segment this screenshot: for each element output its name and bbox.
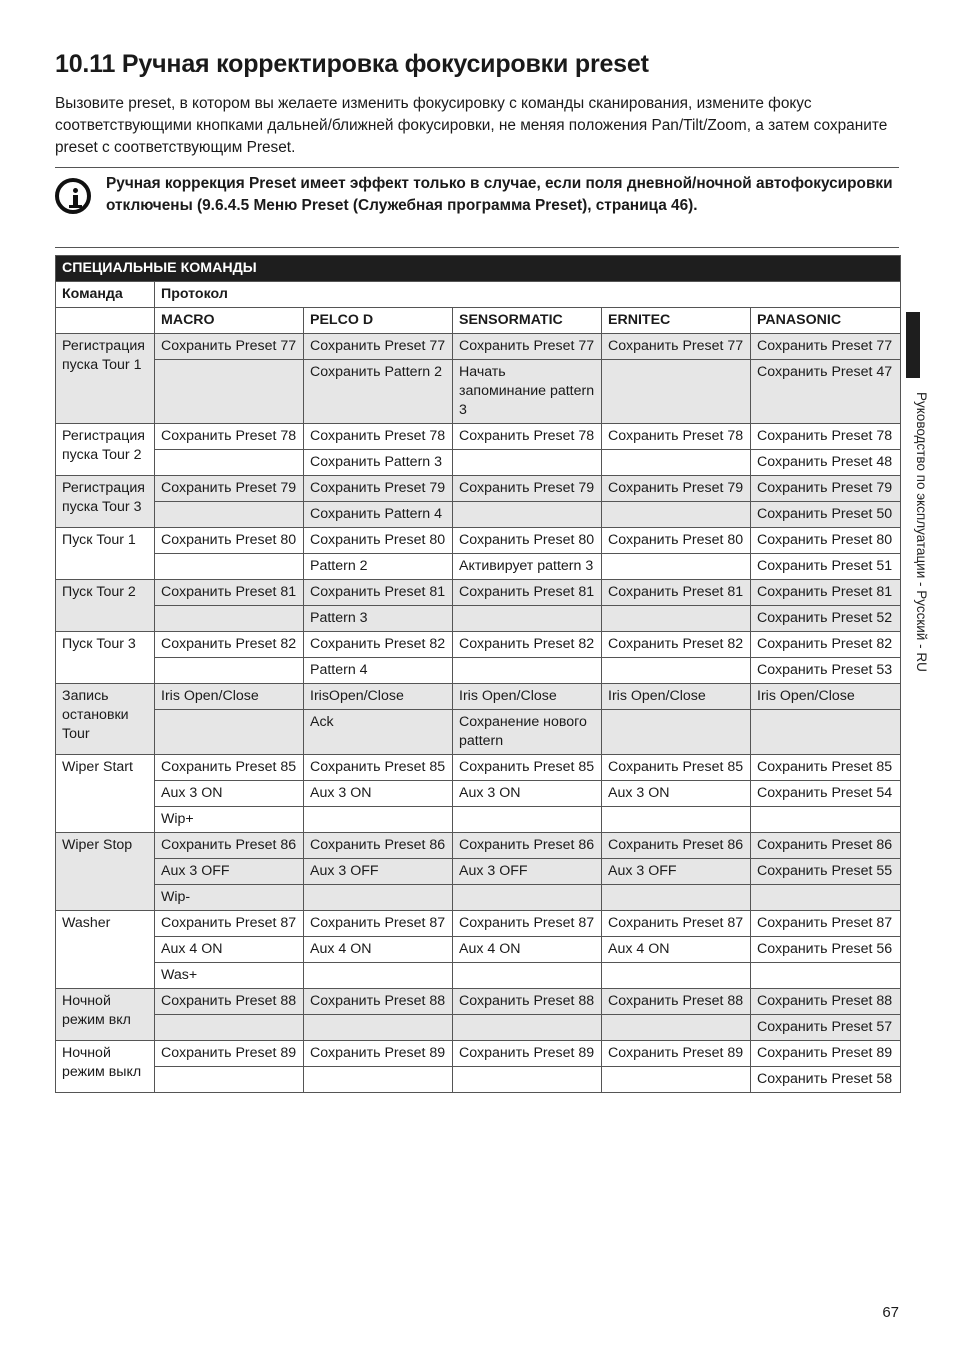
table-title: СПЕЦИАЛЬНЫЕ КОМАНДЫ bbox=[56, 256, 901, 282]
table-row bbox=[56, 580, 901, 606]
protocol-value-cell: Сохранить Preset 85 bbox=[453, 755, 602, 781]
protocol-value-cell: Ack bbox=[304, 710, 453, 755]
protocol-value-cell: Сохранить Preset 57 bbox=[751, 1015, 901, 1041]
protocol-value-cell: Aux 3 ON bbox=[602, 781, 751, 807]
table-row bbox=[56, 360, 901, 424]
protocol-value-cell: Iris Open/Close bbox=[751, 684, 901, 710]
protocol-value-cell bbox=[155, 1015, 304, 1041]
protocol-value-cell bbox=[602, 885, 751, 911]
protocol-value-cell: Сохранить Preset 87 bbox=[602, 911, 751, 937]
protocol-value-cell: Pattern 3 bbox=[304, 606, 453, 632]
table-row bbox=[56, 554, 901, 580]
protocol-value-cell: Aux 4 ON bbox=[304, 937, 453, 963]
protocol-value-cell bbox=[602, 658, 751, 684]
protocol-column-header: Протокол bbox=[155, 282, 901, 308]
protocol-value-cell: Сохранить Preset 77 bbox=[453, 334, 602, 360]
protocol-value-cell: Сохранить Preset 82 bbox=[155, 632, 304, 658]
protocol-value-cell: Сохранить Preset 81 bbox=[602, 580, 751, 606]
protocol-value-cell: Aux 3 OFF bbox=[453, 859, 602, 885]
protocol-value-cell: Сохранить Preset 88 bbox=[155, 989, 304, 1015]
protocol-value-cell: Aux 3 ON bbox=[304, 781, 453, 807]
protocol-value-cell: Сохранить Preset 80 bbox=[304, 528, 453, 554]
protocol-value-cell bbox=[453, 885, 602, 911]
protocol-header: MACRO bbox=[155, 308, 304, 334]
protocol-header: ERNITEC bbox=[602, 308, 751, 334]
table-row bbox=[56, 989, 901, 1015]
table-row bbox=[56, 1015, 901, 1041]
divider bbox=[55, 247, 899, 248]
protocol-value-cell: Сохранить Preset 85 bbox=[304, 755, 453, 781]
protocol-value-cell: Сохранить Preset 85 bbox=[155, 755, 304, 781]
command-cell: Регистрация пуска Tour 1 bbox=[56, 334, 155, 424]
table-body bbox=[56, 334, 901, 1093]
protocol-value-cell: Сохранить Preset 89 bbox=[155, 1041, 304, 1067]
protocol-value-cell bbox=[155, 710, 304, 755]
protocol-value-cell: Сохранить Preset 77 bbox=[602, 334, 751, 360]
page-number: 67 bbox=[882, 1304, 899, 1321]
protocol-value-cell: Сохранить Preset 80 bbox=[602, 528, 751, 554]
protocol-value-cell: IrisOpen/Close bbox=[304, 684, 453, 710]
protocol-value-cell: Сохранить Preset 89 bbox=[602, 1041, 751, 1067]
protocol-value-cell: Pattern 2 bbox=[304, 554, 453, 580]
table-row bbox=[56, 885, 901, 911]
protocol-value-cell: Сохранить Preset 77 bbox=[155, 334, 304, 360]
protocol-value-cell bbox=[453, 807, 602, 833]
protocol-value-cell: Iris Open/Close bbox=[453, 684, 602, 710]
protocol-value-cell bbox=[602, 963, 751, 989]
protocol-value-cell: Сохранить Preset 89 bbox=[751, 1041, 901, 1067]
divider bbox=[55, 167, 899, 168]
protocol-value-cell: Сохранить Preset 88 bbox=[453, 989, 602, 1015]
command-cell: Пуск Tour 3 bbox=[56, 632, 155, 684]
protocol-value-cell: Pattern 4 bbox=[304, 658, 453, 684]
protocol-value-cell bbox=[453, 963, 602, 989]
table-row bbox=[56, 1067, 901, 1093]
protocol-value-cell bbox=[304, 885, 453, 911]
protocol-value-cell bbox=[453, 658, 602, 684]
protocol-value-cell: Сохранить Pattern 3 bbox=[304, 450, 453, 476]
protocol-value-cell bbox=[304, 1015, 453, 1041]
empty-header-cell bbox=[56, 308, 155, 334]
protocol-value-cell: Сохранить Preset 56 bbox=[751, 937, 901, 963]
protocol-value-cell: Сохранить Preset 88 bbox=[751, 989, 901, 1015]
protocol-value-cell: Сохранить Preset 79 bbox=[602, 476, 751, 502]
protocol-header: SENSORMATIC bbox=[453, 308, 602, 334]
protocol-value-cell: Сохранить Preset 87 bbox=[751, 911, 901, 937]
protocol-value-cell bbox=[453, 502, 602, 528]
protocol-value-cell: Сохранить Preset 87 bbox=[453, 911, 602, 937]
protocol-value-cell: Сохранить Preset 50 bbox=[751, 502, 901, 528]
protocol-value-cell: Сохранить Preset 77 bbox=[751, 334, 901, 360]
command-cell: Washer bbox=[56, 911, 155, 989]
protocol-value-cell: Сохранить Preset 79 bbox=[453, 476, 602, 502]
protocol-value-cell: Aux 3 ON bbox=[155, 781, 304, 807]
protocol-value-cell: Сохранить Preset 54 bbox=[751, 781, 901, 807]
note-text: Ручная коррекция Preset имеет эффект только в случае, если поля дневной/ночной автофокусировки отключены (9.6.4.5 Меню Preset (Служебная программа Preset), страница 46). bbox=[106, 175, 893, 214]
protocol-value-cell: Сохранить Preset 86 bbox=[155, 833, 304, 859]
table-row bbox=[56, 684, 901, 710]
table-row bbox=[56, 632, 901, 658]
protocol-value-cell bbox=[751, 710, 901, 755]
protocol-value-cell: Сохранить Preset 52 bbox=[751, 606, 901, 632]
protocol-value-cell bbox=[602, 554, 751, 580]
protocol-value-cell: Was+ bbox=[155, 963, 304, 989]
table-row bbox=[56, 937, 901, 963]
protocol-value-cell: Сохранить Preset 78 bbox=[155, 424, 304, 450]
protocol-value-cell: Сохранить Preset 79 bbox=[751, 476, 901, 502]
protocol-value-cell: Сохранить Preset 82 bbox=[751, 632, 901, 658]
protocol-value-cell: Сохранить Preset 82 bbox=[304, 632, 453, 658]
table-row bbox=[56, 334, 901, 360]
protocol-value-cell: Сохранение нового pattern bbox=[453, 710, 602, 755]
protocol-value-cell: Iris Open/Close bbox=[602, 684, 751, 710]
protocol-value-cell bbox=[602, 1015, 751, 1041]
protocol-value-cell: Сохранить Preset 78 bbox=[602, 424, 751, 450]
protocol-value-cell: Сохранить Preset 82 bbox=[602, 632, 751, 658]
info-icon bbox=[55, 178, 91, 214]
protocol-value-cell bbox=[155, 450, 304, 476]
protocol-value-cell: Сохранить Preset 88 bbox=[304, 989, 453, 1015]
protocol-value-cell bbox=[602, 710, 751, 755]
protocol-value-cell: Сохранить Preset 81 bbox=[453, 580, 602, 606]
protocol-value-cell bbox=[304, 807, 453, 833]
table-row bbox=[56, 606, 901, 632]
command-cell: Ночной режим выкл bbox=[56, 1041, 155, 1093]
protocol-value-cell: Aux 3 ON bbox=[453, 781, 602, 807]
protocol-value-cell bbox=[453, 1067, 602, 1093]
protocol-value-cell: Сохранить Preset 47 bbox=[751, 360, 901, 424]
sidebar-caption: Руководство по эксплуатации - Русский - RU bbox=[914, 392, 929, 672]
protocol-value-cell: Сохранить Preset 89 bbox=[453, 1041, 602, 1067]
protocol-value-cell bbox=[155, 1067, 304, 1093]
protocol-value-cell: Сохранить Pattern 2 bbox=[304, 360, 453, 424]
protocol-value-cell bbox=[155, 360, 304, 424]
protocol-value-cell: Активирует pattern 3 bbox=[453, 554, 602, 580]
protocol-value-cell: Сохранить Preset 58 bbox=[751, 1067, 901, 1093]
protocol-value-cell bbox=[602, 606, 751, 632]
protocol-value-cell: Сохранить Preset 79 bbox=[304, 476, 453, 502]
table-row bbox=[56, 476, 901, 502]
protocol-value-cell: Сохранить Preset 77 bbox=[304, 334, 453, 360]
protocol-value-cell: Сохранить Preset 53 bbox=[751, 658, 901, 684]
protocol-value-cell: Сохранить Preset 89 bbox=[304, 1041, 453, 1067]
command-cell: Регистрация пуска Tour 2 bbox=[56, 424, 155, 476]
table-row bbox=[56, 963, 901, 989]
table-row bbox=[56, 502, 901, 528]
protocol-value-cell: Wip- bbox=[155, 885, 304, 911]
table-row bbox=[56, 755, 901, 781]
protocol-value-cell: Сохранить Preset 87 bbox=[304, 911, 453, 937]
protocol-value-cell bbox=[751, 963, 901, 989]
protocol-value-cell: Сохранить Preset 81 bbox=[155, 580, 304, 606]
protocol-value-cell: Сохранить Preset 48 bbox=[751, 450, 901, 476]
protocol-value-cell bbox=[602, 1067, 751, 1093]
table-row bbox=[56, 1041, 901, 1067]
intro-paragraph: Вызовите preset, в котором вы желаете изменить фокусировку с команды сканирования, измените фокус соответствующими кнопками дальней/ближней фокусировки, не меняя положения Pan/Tilt/Zoom, а затем сохраните preset с соответствующим Preset. bbox=[55, 95, 888, 156]
table-row bbox=[56, 424, 901, 450]
protocol-value-cell: Начать запоминание pattern 3 bbox=[453, 360, 602, 424]
protocol-header: PELCO D bbox=[304, 308, 453, 334]
protocol-value-cell: Сохранить Preset 86 bbox=[453, 833, 602, 859]
command-cell: Ночной режим вкл bbox=[56, 989, 155, 1041]
protocol-value-cell: Wip+ bbox=[155, 807, 304, 833]
protocol-value-cell: Сохранить Preset 85 bbox=[751, 755, 901, 781]
protocol-value-cell bbox=[453, 606, 602, 632]
protocol-value-cell: Сохранить Preset 86 bbox=[602, 833, 751, 859]
protocol-value-cell: Сохранить Preset 81 bbox=[751, 580, 901, 606]
protocol-value-cell: Сохранить Preset 81 bbox=[304, 580, 453, 606]
protocol-value-cell: Сохранить Pattern 4 bbox=[304, 502, 453, 528]
protocol-value-cell: Сохранить Preset 80 bbox=[751, 528, 901, 554]
protocol-value-cell: Сохранить Preset 78 bbox=[304, 424, 453, 450]
command-cell: Пуск Tour 1 bbox=[56, 528, 155, 580]
protocol-value-cell bbox=[453, 1015, 602, 1041]
page-title: 10.11 Ручная корректировка фокусировки preset bbox=[55, 50, 649, 78]
protocol-value-cell bbox=[602, 502, 751, 528]
protocol-value-cell bbox=[602, 807, 751, 833]
protocol-value-cell bbox=[751, 885, 901, 911]
protocol-value-cell: Aux 4 ON bbox=[453, 937, 602, 963]
protocol-value-cell: Aux 3 OFF bbox=[304, 859, 453, 885]
protocol-value-cell bbox=[751, 807, 901, 833]
protocol-value-cell: Сохранить Preset 78 bbox=[453, 424, 602, 450]
table-row bbox=[56, 911, 901, 937]
table-row bbox=[56, 658, 901, 684]
table-row bbox=[56, 807, 901, 833]
protocol-value-cell: Сохранить Preset 86 bbox=[304, 833, 453, 859]
table-row bbox=[56, 528, 901, 554]
protocol-value-cell: Iris Open/Close bbox=[155, 684, 304, 710]
protocol-value-cell: Сохранить Preset 87 bbox=[155, 911, 304, 937]
protocol-value-cell: Сохранить Preset 79 bbox=[155, 476, 304, 502]
protocol-value-cell bbox=[304, 963, 453, 989]
protocol-value-cell: Сохранить Preset 80 bbox=[453, 528, 602, 554]
protocol-value-cell: Сохранить Preset 86 bbox=[751, 833, 901, 859]
protocol-value-cell: Сохранить Preset 51 bbox=[751, 554, 901, 580]
table-row bbox=[56, 710, 901, 755]
protocol-value-cell: Aux 4 ON bbox=[602, 937, 751, 963]
command-cell: Wiper Start bbox=[56, 755, 155, 833]
protocol-value-cell: Aux 3 OFF bbox=[155, 859, 304, 885]
protocol-header: PANASONIC bbox=[751, 308, 901, 334]
protocol-value-cell bbox=[453, 450, 602, 476]
protocol-value-cell bbox=[155, 658, 304, 684]
protocol-value-cell: Сохранить Preset 80 bbox=[155, 528, 304, 554]
protocol-value-cell: Aux 3 OFF bbox=[602, 859, 751, 885]
special-commands-table bbox=[55, 255, 901, 1093]
protocol-value-cell: Сохранить Preset 55 bbox=[751, 859, 901, 885]
command-cell: Запись остановки Tour bbox=[56, 684, 155, 755]
protocol-value-cell bbox=[155, 502, 304, 528]
protocol-value-cell bbox=[304, 1067, 453, 1093]
section-tab-marker bbox=[906, 312, 920, 378]
protocol-value-cell: Сохранить Preset 88 bbox=[602, 989, 751, 1015]
protocol-value-cell: Сохранить Preset 85 bbox=[602, 755, 751, 781]
protocol-value-cell: Aux 4 ON bbox=[155, 937, 304, 963]
protocol-value-cell: Сохранить Preset 78 bbox=[751, 424, 901, 450]
table-row bbox=[56, 450, 901, 476]
table-row bbox=[56, 833, 901, 859]
command-cell: Wiper Stop bbox=[56, 833, 155, 911]
protocol-value-cell bbox=[155, 606, 304, 632]
command-cell: Пуск Tour 2 bbox=[56, 580, 155, 632]
protocol-value-cell: Сохранить Preset 82 bbox=[453, 632, 602, 658]
command-column-header: Команда bbox=[56, 282, 155, 308]
protocol-value-cell bbox=[602, 360, 751, 424]
table-row bbox=[56, 859, 901, 885]
command-cell: Регистрация пуска Tour 3 bbox=[56, 476, 155, 528]
protocol-value-cell bbox=[602, 450, 751, 476]
table-row bbox=[56, 781, 901, 807]
protocol-value-cell bbox=[155, 554, 304, 580]
